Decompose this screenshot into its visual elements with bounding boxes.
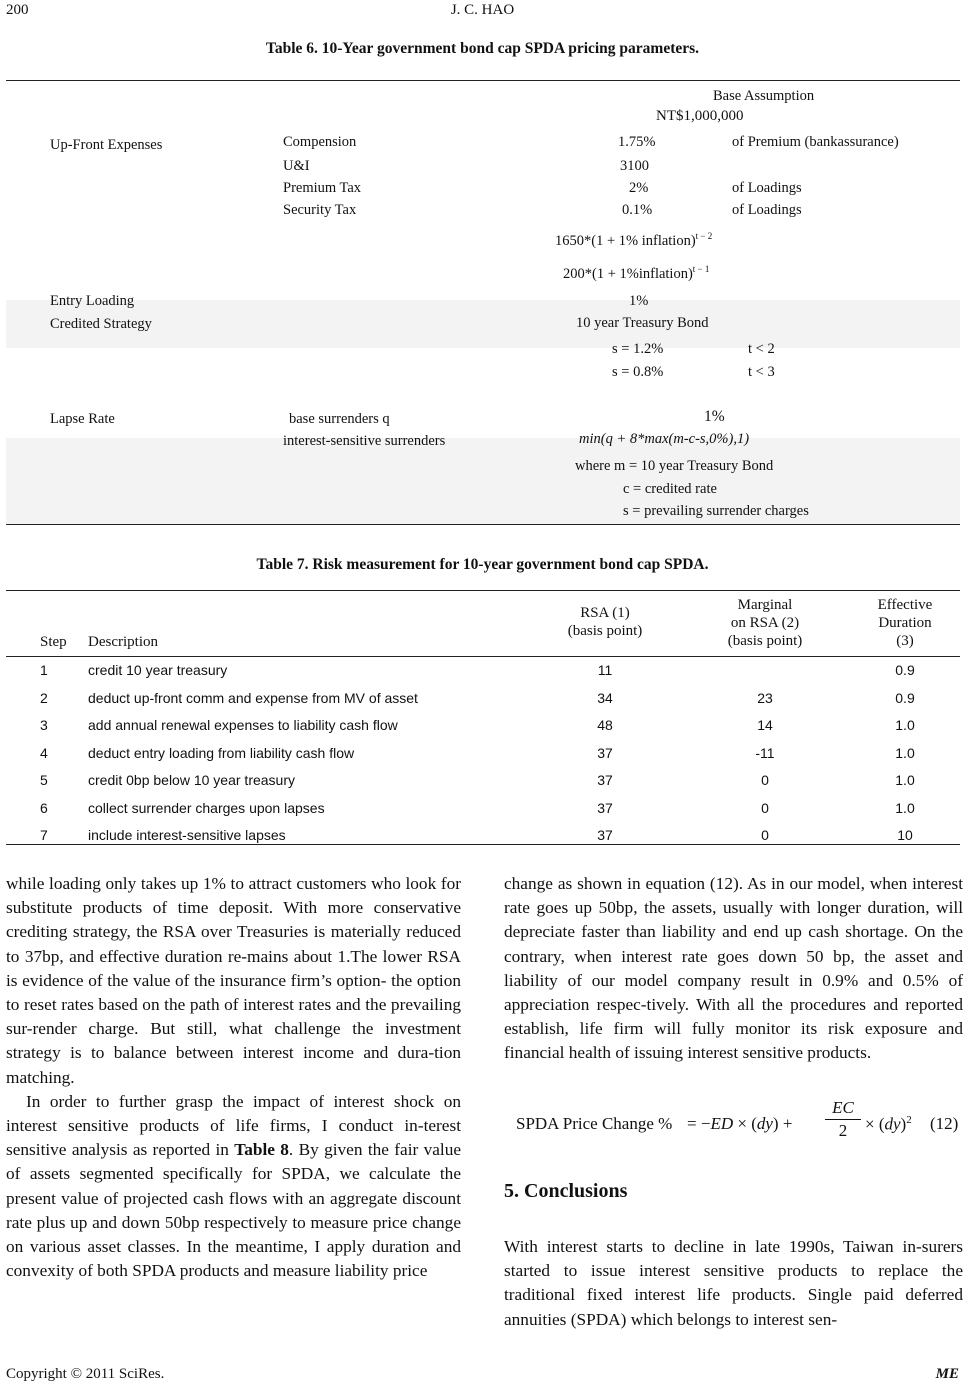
description-cell: deduct up-front comm and expense from MV of asset — [88, 689, 418, 706]
renewal-expense-formula-1: 1650*(1 + 1% inflation)$^{t - 2}$ — [555, 231, 713, 249]
entry-loading-label: Entry Loading — [50, 293, 135, 309]
duration-cell: 1.0 — [895, 799, 915, 816]
surrender-charge-2-cond: t < 3 — [748, 364, 775, 380]
compension-label: Compension — [283, 134, 357, 150]
c-definition: c = credited rate — [623, 481, 717, 497]
paragraph: change as shown in equation (12). As in our model, when interest rate goes up 50bp, the assets, usually with longer duration, will depreciate faster than liability and end up cash shortage. On the contrary, when interest rate goes down 50 bp, the asset and liability of our model company result in 0.9% and 0.5% of appreciation respec-tively. With all the procedures and reported establish, life firm will fully monitor its risk exposure and financial health of issuing interest sensitive products. — [504, 874, 963, 1063]
s-definition: s = prevailing surrender charges — [623, 503, 809, 519]
surrender-charge-1: s = 1.2% — [612, 341, 664, 357]
security-tax-note: of Loadings — [732, 202, 802, 218]
step-cell: 6 — [40, 799, 48, 816]
step-cell: 1 — [40, 662, 48, 678]
premium-tax-value: 2% — [629, 180, 649, 196]
copyright: Copyright © 2011 SciRes. — [6, 1366, 165, 1382]
premium-value: NT$1,000,000 — [656, 108, 744, 124]
marginal-cell: 0 — [761, 799, 769, 816]
where-m-definition: where m = 10 year Treasury Bond — [575, 458, 774, 474]
step-header: Step — [40, 634, 67, 650]
rsa-header: RSA (1) (basis point) — [567, 605, 643, 639]
table7-bottom-rule — [6, 844, 960, 845]
equation-label: SPDA Price Change % — [516, 1114, 673, 1133]
equation-body: = −ED × (dy) + — [687, 1114, 793, 1133]
right-column-continued — [504, 1235, 963, 1332]
entry-loading-value: 1% — [629, 293, 649, 309]
table6-top-rule — [6, 80, 960, 81]
table6-caption: Table 6. 10-Year government bond cap SPDA pricing parameters. — [265, 40, 700, 57]
rsa-cell: 34 — [597, 689, 613, 706]
description-header: Description — [88, 634, 158, 650]
duration-cell: 10 — [897, 827, 913, 843]
marginal-cell: 14 — [757, 717, 773, 733]
step-cell: 4 — [40, 744, 48, 761]
description-cell: credit 0bp below 10 year treasury — [88, 772, 295, 788]
description-cell: deduct entry loading from liability cash flow — [88, 744, 355, 761]
description-cell: include interest-sensitive lapses — [88, 827, 286, 843]
step-cell: 5 — [40, 772, 48, 788]
marginal-header: Marginal on RSA (2) (basis point) — [727, 597, 803, 649]
description-cell: add annual renewal expenses to liability cash flow — [88, 717, 398, 733]
table7-caption: Table 7. Risk measurement for 10-year government bond cap SPDA. — [256, 556, 709, 573]
table6-col-header: Base Assumption — [713, 88, 815, 104]
rsa-cell: 11 — [597, 662, 613, 678]
marginal-cell: -11 — [755, 744, 775, 761]
credited-strategy-label: Credited Strategy — [50, 316, 152, 332]
paragraph: With interest starts to decline in late 1990s, Taiwan in-surers started to issue interest sensitive products to replace the traditional fixed interest life products. Single paid deferred annuities (SPDA) which belongs to interest sen- — [504, 1237, 963, 1329]
renewal-expense-formula-2: 200*(1 + 1%inflation)$^{t - 1}$ — [563, 264, 710, 282]
rsa-cell: 37 — [597, 744, 613, 761]
paragraph: while loading only takes up 1% to attract customers who look for substitute products of time deposit. With more conservative crediting strategy, the RSA over Treasuries is materially reduced to 37bp, and effective duration re-mains about 1.The lower RSA is evidence of the value of the insurance firm’s option- the option to reset rates based on the path of interest rates and the prevailing sur-render charge. But still, what challenge the investment strategy is to balance between interest income and dura-tion matching. — [6, 874, 461, 1087]
step-cell: 7 — [40, 827, 48, 843]
duration-header: Effective Duration (3) — [877, 597, 933, 649]
step-cell: 2 — [40, 689, 48, 706]
premium-tax-note: of Loadings — [732, 180, 802, 196]
equation-tail: × (dy)$^2$ — [865, 1114, 912, 1134]
rsa-cell: 37 — [597, 772, 613, 788]
rsa-cell: 37 — [597, 799, 613, 816]
left-column — [6, 872, 461, 1283]
table6-shade-band-2 — [6, 438, 960, 524]
duration-cell: 1.0 — [895, 717, 915, 733]
compension-note: of Premium (bankassurance) — [732, 134, 899, 150]
credited-strategy-value: 10 year Treasury Bond — [576, 315, 709, 331]
section-title: 5. Conclusions — [504, 1180, 628, 1202]
equation-number: (12) — [930, 1114, 959, 1133]
running-header-author: J. C. HAO — [450, 2, 515, 18]
interest-surrender-formula: min(q + 8*max(m-c-s,0%),1) — [579, 431, 750, 447]
duration-cell: 1.0 — [895, 744, 915, 761]
marginal-cell: 23 — [757, 689, 773, 706]
base-surrenders-value: 1% — [704, 408, 725, 425]
upfront-expenses-label: Up-Front Expenses — [50, 137, 163, 153]
compension-value: 1.75% — [618, 134, 656, 150]
description-cell: credit 10 year treasury — [88, 662, 228, 678]
page-number: 200 — [6, 2, 29, 18]
table6-bottom-rule — [6, 524, 960, 525]
rsa-cell: 48 — [597, 717, 613, 733]
base-surrenders-label: base surrenders q — [289, 411, 390, 427]
step-cell: 3 — [40, 717, 48, 733]
duration-cell: 0.9 — [895, 662, 915, 678]
ui-label: U&I — [283, 158, 310, 174]
description-cell: collect surrender charges upon lapses — [88, 799, 325, 816]
marginal-cell: 0 — [761, 827, 769, 843]
security-tax-value: 0.1% — [622, 202, 653, 218]
premium-tax-label: Premium Tax — [283, 180, 362, 196]
paragraph: In order to further grasp the impact of interest shock on interest sensitive products of life firms, I conduct in-terest sensitive analysis as reported in Table 8. By given the fair value of assets segmented specifically for SPDA, we calculate the present value of projected cash flows with an aggregate discount rate plus up and down 50bp respectively to measure price change on various asset classes. In the meantime, I apply duration and convexity of both SPDA products and measure liability price — [6, 1091, 462, 1281]
journal-abbrev: ME — [935, 1366, 959, 1382]
duration-cell: 1.0 — [895, 772, 915, 788]
ui-value: 3100 — [620, 158, 649, 174]
right-column — [504, 872, 963, 1066]
interest-surrenders-label: interest-sensitive surrenders — [283, 433, 446, 449]
security-tax-label: Security Tax — [283, 202, 357, 218]
rsa-cell: 37 — [597, 827, 613, 843]
table7-top-rule — [6, 590, 960, 591]
surrender-charge-2: s = 0.8% — [612, 364, 664, 380]
duration-cell: 0.9 — [895, 689, 915, 706]
equation-fraction: EC 2 — [825, 1099, 861, 1140]
lapse-rate-label: Lapse Rate — [50, 411, 115, 427]
table7-header-rule — [6, 656, 960, 657]
table8-reference: Table 8 — [234, 1140, 289, 1160]
marginal-cell: 0 — [761, 772, 769, 788]
surrender-charge-1-cond: t < 2 — [748, 341, 775, 357]
